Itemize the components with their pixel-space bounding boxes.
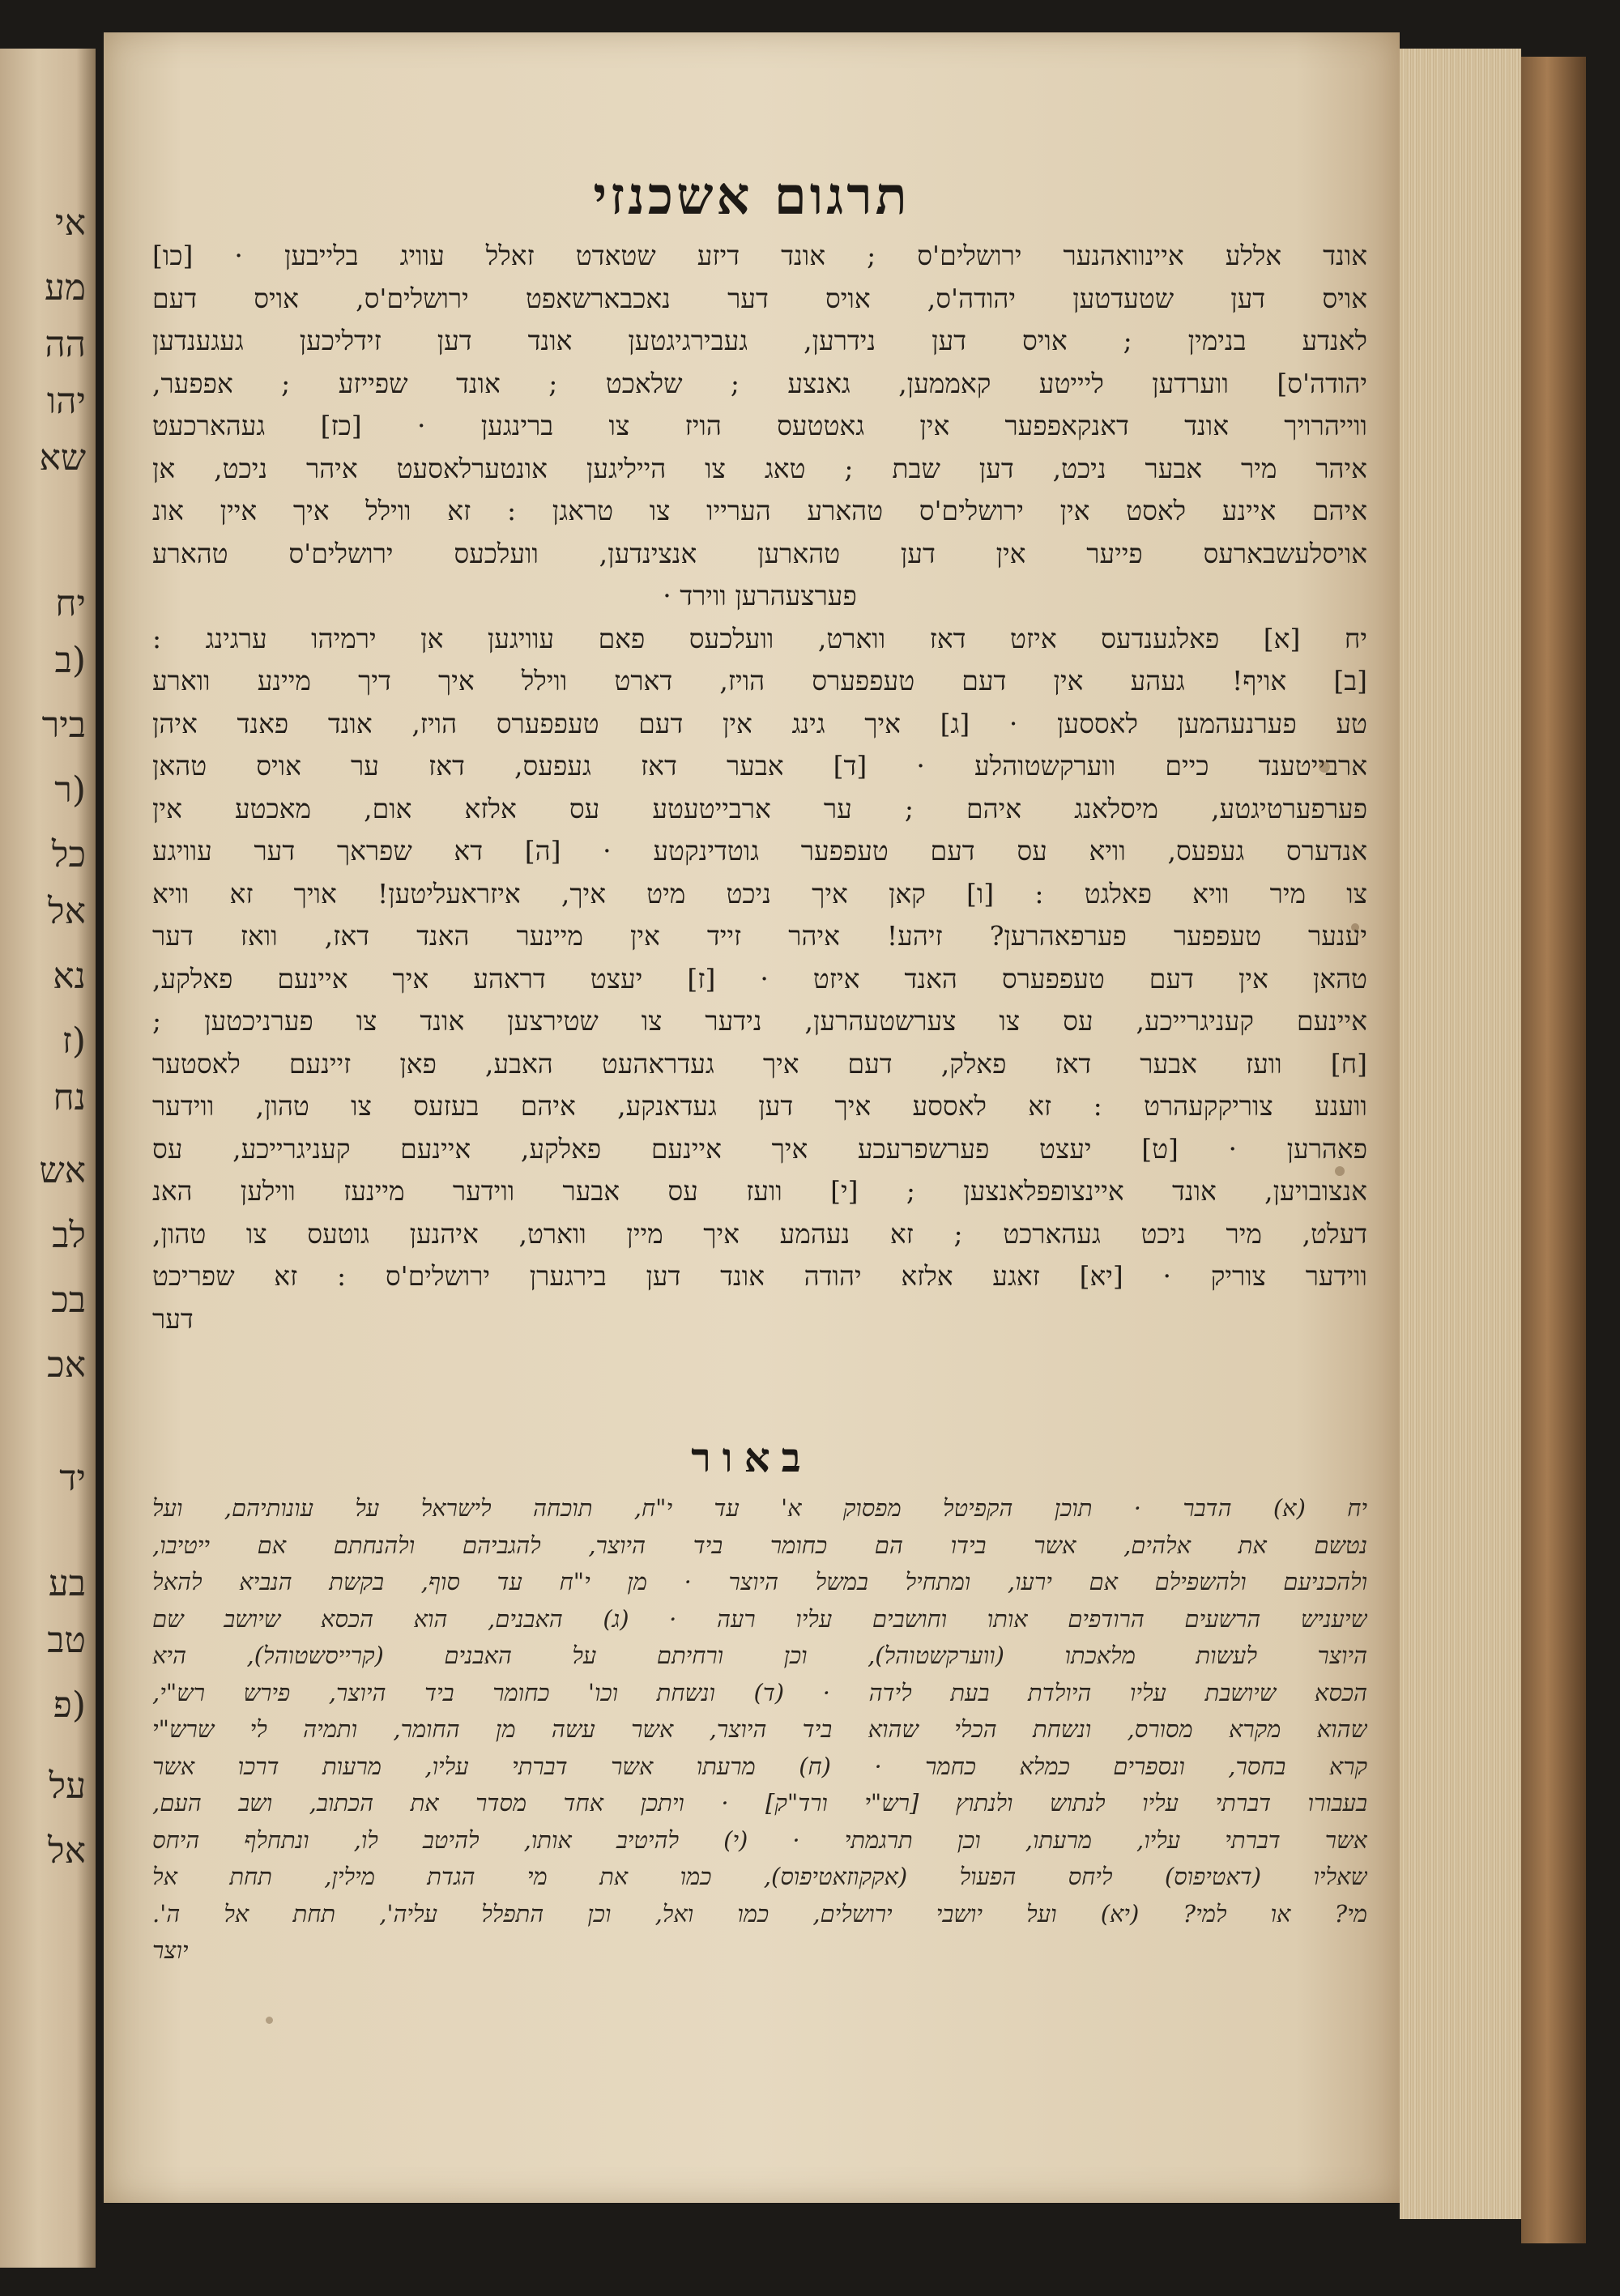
left-page-fragment: מע	[45, 267, 86, 309]
left-page-fragment: כל	[51, 834, 86, 875]
left-page-fragment: טב	[47, 1620, 86, 1661]
commentary-line: שהוא מקרא מסורס, ונשחת הכלי שהוא ביד היוצר, אשר עשה מן החומר, ותמיה לי שרש"י	[152, 1715, 1367, 1743]
page-edges	[1400, 49, 1521, 2219]
left-page-fragment: יהו	[46, 381, 86, 422]
foxing-spot	[1319, 761, 1330, 773]
left-page-fragment: הה	[45, 324, 86, 365]
left-page-fragment: אכ	[47, 1344, 86, 1386]
left-page-fragment: יח	[55, 583, 86, 624]
text-line: [ב] אויף! געהע אין דעם טעפפערס הויז, דארט ווילל איך דיך מיינע ווארע	[152, 665, 1367, 696]
left-page-fragment: יד	[59, 1458, 86, 1499]
left-page-fragment: (ר	[54, 769, 86, 811]
text-line: לאנדע בנימין ; אויס דען נידרען, געבירגיגטען אונד דען זידליכען געגענדען	[152, 325, 1367, 356]
left-page-fragment: בכ	[51, 1280, 86, 1321]
left-page-fragment: (ז	[62, 1020, 86, 1062]
text-line: צו מיר וויא פאלגט : [ו] קאן איך ניכט מיט איך, איזראעליטען! אויך זא וויא	[152, 877, 1367, 909]
text-line: ווייהרויך אונד דאנקאפפער אין גאטטעס הויז צו ברינגען · [כז] געהארכעט	[152, 410, 1367, 441]
page-title: תרגום אשכנזי	[593, 166, 910, 227]
text-line: ארבייטענד כיים ווערקשטוהלע · [ד] אבער דאז געפעס, דאז ער אויס טהאן	[152, 750, 1367, 782]
commentary-line: מי? או למי? (יא) ועל יושבי ירושלים, כמו ואל, וכן התפלל עליה', תחת אל ה'.	[152, 1899, 1367, 1928]
left-page-fragment: נח	[53, 1077, 86, 1118]
text-line: [ח] וועז אבער דאז פאלק, דעם איך געדראהעט האבע, פאן זיינעם לאסטער	[152, 1047, 1367, 1080]
commentary-heading: באור	[691, 1433, 812, 1481]
commentary-line: קרא בחסר, ונספרים כמלא כחמר · (ח) מרעתו אשר דברתי עליו, מרעות דרכו אשר	[152, 1752, 1367, 1780]
commentary-line: נטשם את אלהים, אשר בידו הם כחומר ביד היוצר, להגביהם ולהנחתם אם ייטיבו,	[152, 1531, 1367, 1559]
text-line: דער	[152, 1302, 194, 1335]
commentary-line: היוצר לעשות מלאכתו (ווערקשטוהל), וכן ורחיתם על האבנים (קרייסשטוהל), היא	[152, 1642, 1367, 1669]
commentary-text-block	[152, 1490, 1367, 1970]
text-line: טע פערנעהמען לאססען · [ג] איך גינג אין דעם טעפפערס הויז, אונד פאנד איהן	[152, 707, 1367, 739]
left-page-fragment: נא	[53, 956, 86, 997]
text-line: טהאן אין דעם טעפפערס האנד איזט · [ז] יעצט דראהע איך איינעם פאלקע,	[152, 962, 1367, 995]
left-page-fragment: אי	[55, 202, 86, 244]
left-page-fragment: אל	[48, 1830, 86, 1872]
text-line: פערצעהרען ווירד ·	[663, 580, 857, 611]
foxing-spot	[1351, 923, 1359, 931]
text-line: אונד אללע איינוואהנער ירושלים'ס ; אונד דיזע שטאדט זאלל עוויג בלייבען · [כו]	[152, 240, 1367, 271]
commentary-line: יח (א) הדבר · תוכן הקפיטל מפסוק א' עד י"ח, תוכחה לישראל על עונותיהם, ועל	[152, 1494, 1367, 1522]
text-line: אנדערס געפעס, וויא עס דעם טעפפער גוטדינקטע · [ה] דא שפראך דער עוויגע	[152, 835, 1367, 867]
text-line: דעלט, מיר ניכט געהארכט ; זא נעהמע איך מיין ווארט, איהנען גוטעס צו טהון,	[152, 1217, 1367, 1250]
text-line: ווידער צוריק · [יא] זאגע אלזא יהודה אונד דען בירגערן ירושלים'ס : זא שפריכט	[152, 1260, 1367, 1292]
text-line: יח [א] פאלגענדעס איזט דאז ווארט, וועלכעס פאם עוויגען אן ירמיהו ערגינג :	[152, 622, 1367, 654]
text-line: אויס דען שטעדטען יהודה'ס, אויס דער נאכבארשאפט ירושלים'ס, אויס דעם	[152, 282, 1367, 314]
commentary-line: שיעניש הרשעים הרודפים אותו וחושבים עליו רעה · (ג) האבנים, הוא הכסא שיושב שם	[152, 1604, 1367, 1633]
text-line: איינעם קעניגרייכע, עס צו צערשטעהרען, נידער צו שטירצען אונד צו פערניכטען ;	[152, 1005, 1367, 1037]
commentary-line: הכסא שיושבת עליו היולדת בעת לידה · (ד) ונשחת וכו' כחומר ביד היוצר, פירש רש"י,	[152, 1678, 1367, 1706]
text-line: אויסלעשבארעס פייער אין דען טהארען אנצינדען, וועלכעס ירושלים'ס טהארע	[152, 537, 1367, 569]
left-page-fragment: ביר	[41, 705, 86, 746]
text-line: ווענע צוריקקעהרט : זא לאססע איך דען געדאנקע, איהם בעזעס צו טהון, ווידער	[152, 1090, 1367, 1122]
book-cover-edge	[1521, 57, 1586, 2243]
left-page-fragment: לב	[52, 1215, 86, 1256]
foxing-spot	[1335, 1166, 1345, 1176]
left-page-fragment: (פ	[53, 1685, 86, 1726]
left-page-fragment: על	[49, 1766, 86, 1807]
text-line: פאהרען · [ט] יעצט פערשפרעכע איך איינעם פאלקע, איינעם קעניגרייכע, עס	[152, 1132, 1367, 1165]
commentary-line: ולהכניעם ולהשפילם אם ירעו, ומתחיל במשל היוצר · מן י"ח עד סוף, בקשת הנביא להאל	[152, 1568, 1367, 1595]
commentary-line: אשר דברתי עליו, מרעתו, וכן תרגמתי · (י) להיטיב אותו, להיטב לו, ונתחלף היחס	[152, 1825, 1367, 1854]
text-line: אנצובויען, אונד איינצופפלאנצען ; [י] וועז עס אבער ווידער מיינעז ווילען האנ	[152, 1175, 1367, 1207]
foxing-spot	[266, 2017, 273, 2024]
left-page-fragment: אש	[39, 1150, 86, 1191]
text-line: פערפערטיגטע, מיסלאנג איהם ; ער ארבייטעטע עס אלזא אום, מאכטע אין	[152, 792, 1367, 824]
translation-text-block	[152, 235, 1367, 1340]
left-page-fragment: בע	[48, 1563, 86, 1604]
previous-page-edge	[0, 49, 96, 2268]
text-line: יהודה'ס] ווערדען ליייטע קאממען, גאנצע ; שלאכט ; אונד שפייזע ; אפפער,	[152, 367, 1367, 399]
commentary-line: יוצר	[152, 1936, 189, 1964]
commentary-line: בעבורו דברתי עליו לנתוש ולנתוץ [רש"י ורד"ק] · ויתכן אחד מסדר את הכתוב, ושב העם,	[152, 1789, 1367, 1817]
text-line: יענער טעפפער פערפאהרען? זיהע! איהר זייד אין מיינער האנד דאז, וואז דער	[152, 920, 1367, 952]
left-page-fragment: אל	[48, 891, 86, 932]
commentary-line: שאליו (דאטיפוס) ליחס הפעול (אקקוזאטיפוס), כמו את מי הגדת מילין, תחת אל	[152, 1863, 1367, 1890]
left-page-fragment: (ב	[54, 640, 86, 681]
left-page-fragment: שא	[39, 437, 86, 479]
book-page	[104, 32, 1400, 2203]
text-line: איהר מיר אבער ניכט, דען שבת ; טאג צו הייליגען אונטערלאסעט איהר ניכט, אן	[152, 452, 1367, 484]
text-line: איהם איינע לאסט אין ירושלים'ס טהארע הערייו צו טראגן : זא ווילל איך איין אונ	[152, 495, 1367, 526]
